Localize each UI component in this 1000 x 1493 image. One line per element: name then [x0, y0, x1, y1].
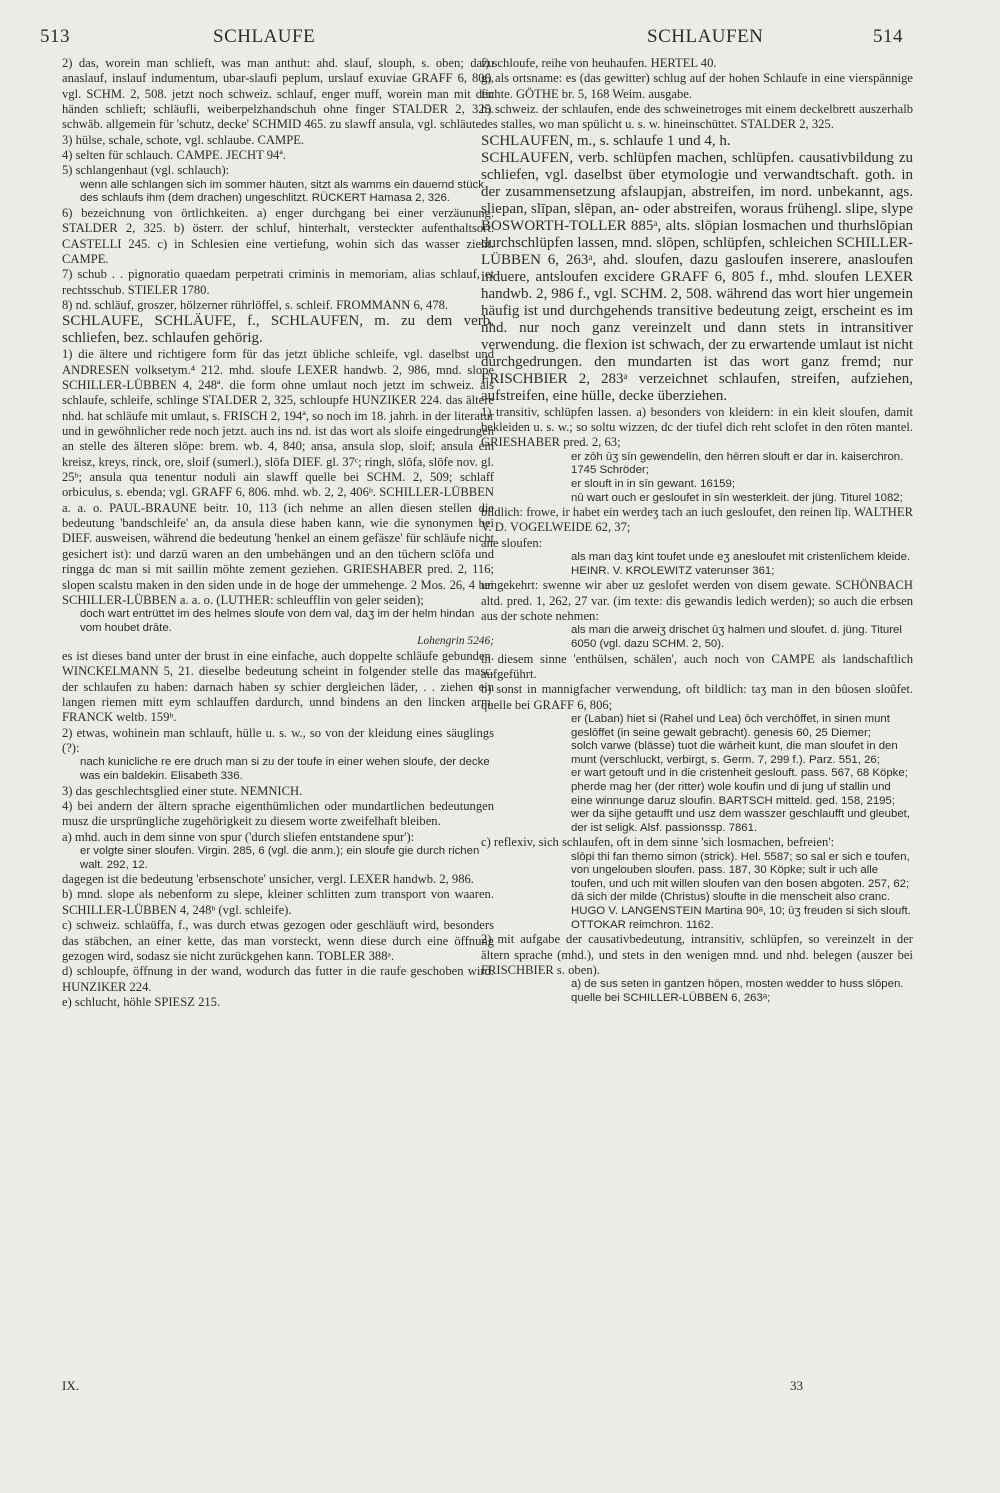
paragraph: bildlich: frowe, ir habet ein werdeʒ tach an iuch gesloufet, den reinen līp. WALTHER V. D. VOGELWEIDE 62, 37;: [481, 505, 913, 535]
right-column: [481, 56, 913, 1005]
sheet-number: 33: [790, 1378, 803, 1393]
paragraph: c) schweiz. schlaüffa, f., was durch etwas gezogen oder geschläuft wird, besonders das stäbchen, an einer kette, das man vorsteckt, wenn diese durch eine öffnung gezogen wird, sodasz sie nicht zurückgehen kann. TOBLER 388ᵃ.: [62, 918, 494, 963]
quotation: solch varwe (blässe) tuot die wārheit kunt, die man sloufet in den munt (verschluckt, verbirgt, s. Germ. 7, 299 f.). Parz. 551, 26;: [571, 740, 898, 766]
quotation: er zōh ūʒ sīn gewendelīn, den hērren slouft er dar in. kaiserchron. 1745 Schröder;: [571, 450, 904, 477]
paragraph: d) schloupfe, öffnung in der wand, wodurch das futter in die raufe geschoben wird. HUNZIKER 224.: [62, 964, 494, 994]
signature-mark: IX.: [62, 1378, 79, 1393]
lemma-entry: SCHLAUFEN, verb. schlüpfen machen, schlüpfen. causativbildung zu schliefen, vgl. daselbst über etymologie und verwandtschaft. goth. in der zusammensetzung afslaupjan, abstreifen, im nord. unbekannt, ags. sliepan, slīpan, slēpan, an- oder abstreifen, woraus frühengl. slipe, slype BOSWORTH-TOLLER 885ᵃ, alts. slōpian losmachen und thurhslōpian durchschlüpfen lassen, mnd. slōpen, schlüpfen, schleichen SCHILLER-LÜBBEN 6, 263ᵃ, ahd. sloufen, dazu gasloufen inserere, anasloufen induere, antsloufen excidere GRAFF 6, 805 f., mhd. sloufen LEXER handwb. 2, 986 f., vgl. SCHM. 2, 508. während das wort hier ungemein häufig ist und durchgehends transitive bedeutung zeigt, erscheint es im nhd. nur noch ganz vereinzelt und dann stets in intransitiver verwendung. die flexion ist schwach, der zu erwartende umlaut ist nicht durchgedrungen. den mundarten ist das wort ganz fremd; nur FRISCHBIER 2, 283ᵃ verzeichnet schlaufen, streifen, aufziehen, aufstreifen, eine hülle, decke überziehen.: [481, 149, 913, 404]
paragraph: 3) das geschlechtsglied einer stute. NEMNICH.: [62, 783, 303, 798]
paragraph: b) sonst in mannigfacher verwendung, oft bildlich: taʒ man in den bûosen sloûfet. quelle bei GRAFF 6, 806;: [481, 682, 913, 712]
left-running-title: SCHLAUFE: [213, 26, 316, 47]
paragraph: umgekehrt: swenne wir aber uz geslofet werden von disem gewate. SCHÖNBACH altd. pred. 1, 262, 27 var. (im texte: dis gewandis ledich werden); so auch die erbsen aus der schote nehmen:: [481, 578, 913, 624]
paragraph: a) mhd. auch in dem sinne von spur ('durch sliefen entstandene spur'):: [62, 829, 415, 844]
paragraph: 7) schub . . pignoratio quaedam perpetrati criminis in memoriam, alias schlauf, et rechtsschub. STIELER 1780.: [62, 267, 494, 297]
quotation: er slouft in in sīn gewant. 16159;: [571, 477, 736, 490]
paragraph: 2) mit aufgabe der causativbedeutung, intransitiv, schlüpfen, so vereinzelt in der ältern sprache (mhd.), und stets in den wenigen mnd. und nhd. belegen (auszer bei FRISCHBIER s. oben).: [481, 932, 913, 977]
paragraph: c) reflexiv, sich schlaufen, oft in dem sinne 'sich losmachen, befreien':: [481, 835, 835, 850]
right-running-title: SCHLAUFEN: [647, 26, 764, 47]
quotation: a) de sus seten in gantzen hōpen, mosten wedder to huss slōpen. quelle bei SCHILLER-LÜBBEN 6, 263ᵃ;: [571, 978, 904, 1004]
paragraph: 1) transitiv, schlüpfen lassen. a) besonders von kleidern: in ein kleit sloufen, damit bekleiden u. s. w.; so soltu wizzen, dc der tiufel dich reht sclofet in den rōten mantel. GRIESHABER pred. 2, 63;: [481, 404, 913, 450]
lemma-entry: SCHLAUFEN, m., s. schlaufe 1 und 4, h.: [481, 132, 731, 149]
paragraph: 4) selten für schlauch. CAMPE. JECHT 94ª.: [62, 148, 286, 163]
paragraph: h) schweiz. der schlaufen, ende des schweinetroges mit einem deckelbrett auszerhalb des stalles, wo man spülicht u. s. w. hineinschüttet. STALDER 2, 325.: [481, 102, 913, 132]
quotation: doch wart entrüttet im des helmes sloufe von dem val, daʒ im der helm hindan vom houbet drāte.: [80, 608, 475, 634]
quotation: er volgte siner sloufen. Virgin. 285, 6 (vgl. die anm.); ein sloufe gie durch richen walt. 292, 12.: [80, 844, 480, 871]
right-page-number: 514: [873, 26, 903, 47]
quotation: er (Laban) hiet si (Rahel und Lea) ōch verchōffet, in sinen munt geslōffet (in seine gewalt gebracht). genesis 60, 25 Diemer;: [571, 712, 890, 739]
paragraph: 2) etwas, wohinein man schlauft, hülle u. s. w., so von der kleidung eines säuglings (?):: [62, 725, 494, 756]
paragraph: es ist dieses band unter der brust in eine einfache, auch doppelte schläufe gebunden. WINCKELMANN 5, 21. dieselbe bedeutung scheint in folgender stelle das masc. der schlaufen zu haben: darnach haben sy schier dergleichen läder, . . ziehen ein langen riemen mitt eym schlauffen dardurch, unnd bindens an den lincken arm. FRANCK weltb. 159ᵇ.: [62, 648, 494, 725]
quotation: nach kunicliche re ere druch man si zu der toufe in einer wehen sloufe, der decke was ein baldekin. Elisabeth 336.: [80, 756, 490, 782]
paragraph: 2) das, worein man schlieft, was man anthut: ahd. slauf, slouph, s. oben; dazu anaslauf, inslauf indumentum, ubar-slaufi peplum, urslauf exuviae GRAFF 6, 806, vgl. SCHM. 2, 508. jetzt noch schweiz. schlauf, enger muff, worein man mit den händen schlieft; schläufli, weiberpelzhandschuh ohne finger STALDER 2, 325. schwäb. allgemein für 'schutz, decke' SCHMID 465. zu slawff ansula, vgl. schläute.: [62, 56, 494, 132]
quotation: wer da sijhe getaufft und usz dem wasszer geschlaufft und gleubet, der ist seligk. Alsf. passionssp. 7861.: [571, 808, 910, 834]
quotation: nū wart ouch er gesloufet in sīn westerkleit. der jüng. Titurel 1082;: [571, 491, 903, 504]
paragraph: e) schlucht, höhle SPIESZ 215.: [62, 994, 221, 1009]
source-reference: Lohengrin 5246;: [417, 635, 494, 648]
paragraph: 1) die ältere und richtigere form für das jetzt übliche schleife, vgl. daselbst und ANDRESEN volksetym.⁴ 212. mhd. sloufe LEXER handwb. 2, 986, mnd. slope SCHILLER-LÜBBEN 4, 248ª. die form ohne umlaut noch jetzt im schweiz. als schlaufe, schleife, schlinge STALDER 2, 325, schloupfe HUNZIKER 224. das ältere nhd. hat schläufe mit umlaut, s. FRISCH 2, 194ª, so noch im 18. jahrh. in der literatur und in gewöhnlicher rede noch jetzt. auch ins nd. ist das wort als sloife eingedrungen an stelle des älteren slöpe: brem. wb. 4, 840; ansa, ansula slop, sloif; ansula ein kreisz, kreys, rinck, ore, sloif (sumerl.), slōfa DIEF. gl. 37ᶜ; ringh, slōfa, slōfe nov. gl. 25ᵇ; ansula qua tenentur noduli ain slawff quelle bei SCHM. 2, 509; schlaff orbiculus, s. ebenda; vgl. GRAFF 6, 806. mhd. wb. 2, 2, 406ᵇ. SCHILLER-LÜBBEN a. a. o. PAUL-BRAUNE beitr. 10, 113 (ich nehme an allen diesen stellen die bedeutung 'bandschleife' an, da ansula diese haben kann, wie die synonymen bei DIEF. ausweisen, während die bedeutung 'henkel an einem gefäsze' für schläufe nicht gesichert ist): und darzū waren an den umbehängen und an den tüchern sclōfa und ringga dc man si mit saillin möhte zement geziehen. GRIESHABER pred. 2, 116; slopen scalstu maken in den siden unde in de hoge der ummehenge. 2 Mos. 26, 4 bei SCHILLER-LÜBBEN a. a. o. (LUTHER: schleufflin von geler seiden);: [62, 347, 494, 607]
quotation: als man die arweiʒ drischet ūʒ halmen und sloufet. d. jüng. Titurel 6050 (vgl. dazu SCHM. 2, 50).: [571, 624, 902, 650]
paragraph: in diesem sinne 'enthülsen, schälen', auch noch von CAMPE als landschaftlich aufgeführt.: [481, 651, 913, 681]
paragraph: f) schloufe, reihe von heuhaufen. HERTEL 40.: [481, 56, 717, 70]
left-page-number: 513: [40, 26, 70, 47]
paragraph: ane sloufen:: [481, 535, 543, 550]
quotation: wenn alle schlangen sich im sommer häuten, sitzt als wamms ein dauernd stück des schlaufs ihm (dem drachen) ungeschlitzt. RÜCKERT Hamasa 2, 326.: [80, 178, 484, 205]
quotation: slōpi thi fan themo simon (strick). Hel. 5587; so sal er sich e toufen, von ungelouben sloufen. pass. 187, 30 Köpke; sult ir uch alle toufen, und uch mit willen sloufen van den bosen abgoten. 257, 62; dā sich der milde (Christus) sloufte in die menscheit also cranc. HUGO V. LANGENSTEIN Martina 90ᵃ, 10; ūʒ freuden si sich slouft. OTTOKAR reimchron. 1162.: [571, 850, 911, 931]
paragraph: 6) bezeichnung von örtlichkeiten. a) enger durchgang bei einer verzäunung. STALDER 2, 325. b) österr. der schluf, hinterhalt, versteckter aufenthaltsort. CASTELLI 245. c) in Schlesien eine vertiefung, wohin sich das wasser zieht. CAMPE.: [62, 205, 494, 266]
paragraph: 8) nd. schläuf, groszer, hölzerner rührlöffel, s. schleif. FROMMANN 6, 478.: [62, 298, 449, 312]
quotation: als man daʒ kint toufet unde eʒ anesloufet mit cristenlīchem kleide. HEINR. V. KROLEWITZ vaterunser 361;: [571, 551, 911, 577]
lemma-entry: SCHLAUFE, SCHLÄUFE, f., SCHLAUFEN, m. zu dem verb. schliefen, bez. schlaufen gehörig.: [62, 313, 494, 347]
paragraph: 4) bei andern der ältern sprache eigenthümlichen oder mundartlichen bedeutungen musz die ursprüngliche zugehörigkeit zu diesem worte zweifelhaft bleiben.: [62, 798, 494, 829]
paragraph: 5) schlangenhaut (vgl. schlauch):: [62, 163, 230, 178]
paragraph: b) mnd. slope als nebenform zu slepe, kleiner schlitten zum transport von waaren. SCHILLER-LÜBBEN 4, 248ᵇ (vgl. schleife).: [62, 887, 494, 917]
paragraph: g) als ortsname: es (das gewitter) schlug auf der hohen Schlaufe in eine vierspännige fichte. GÖTHE br. 5, 168 Weim. ausgabe.: [481, 71, 913, 101]
quotation: er wart getouft und in die cristenheit geslouft. pass. 567, 68 Köpke;: [571, 767, 908, 780]
left-column: [62, 56, 494, 1010]
paragraph: dagegen ist die bedeutung 'erbsenschote' unsicher, vergl. LEXER handwb. 2, 986.: [62, 872, 474, 887]
quotation: pherde mag her (der ritter) wole koufin und di jung uf stallin und eine winnunge daruz sloufin. BARTSCH mitteld. ged. 158, 2195;: [571, 780, 895, 807]
paragraph: 3) hülse, schale, schote, vgl. schlaube. CAMPE.: [62, 132, 305, 147]
